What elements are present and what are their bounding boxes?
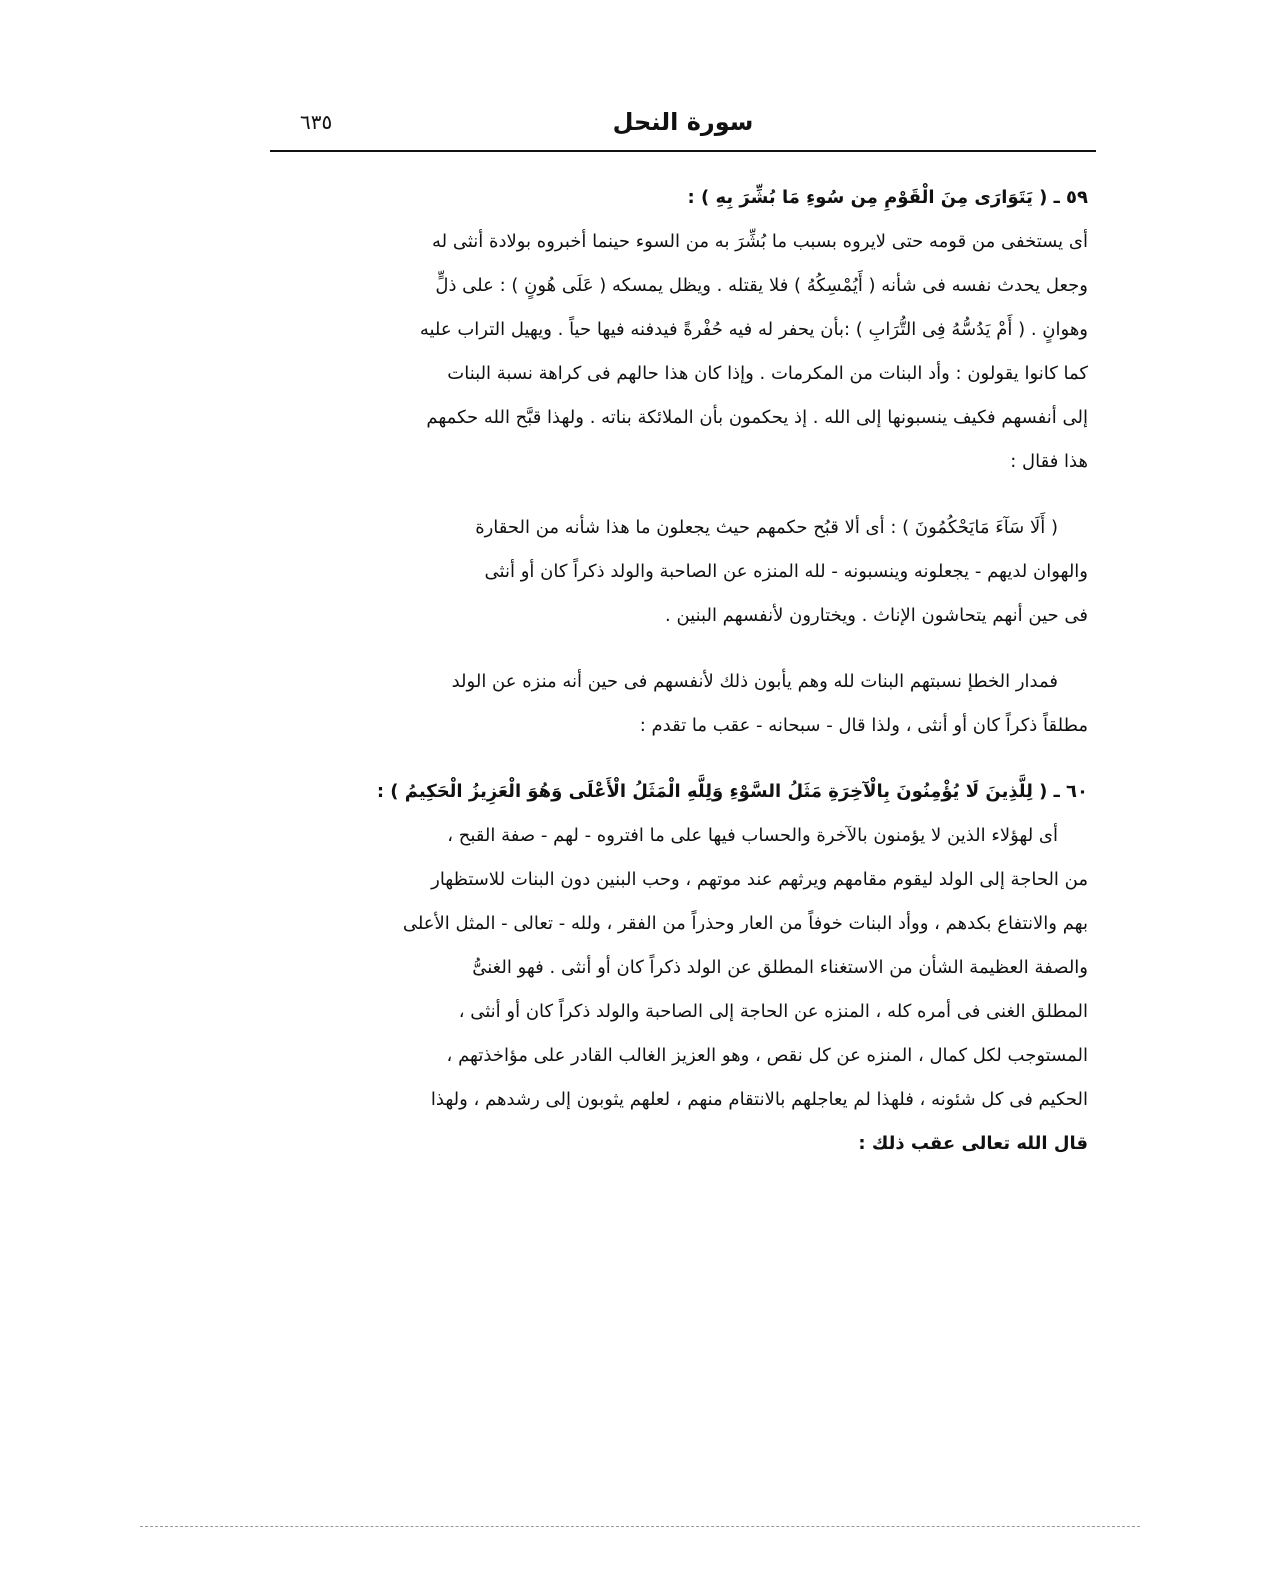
paragraph-gap [282,484,1088,506]
text-line: والصفة العظيمة الشأن من الاستغناء المطلق عن الولد ذكراً كان أو أنثى . فهو الغنىُّ [472,957,1088,978]
text-line: والهوان لديهم - يجعلونه وينسبونه - لله المنزه عن الصاحبة والولد ذكراً كان أو أنثى [484,561,1088,582]
header-divider [270,150,1096,152]
surah-title: سورة النحل [612,108,754,136]
paragraph-gap [282,748,1088,770]
text-line: ( أَلَا سَآءَ مَايَحْكُمُونَ ) : أى ألا قبُح حكمهم حيث يجعلون ما هذا شأنه من الحقارة [475,517,1058,538]
text-line: بهم والانتفاع بكدهم ، ووأد البنات خوفاً من العار وحذراً من الفقر ، ولله - تعالى - المثل الأعلى [402,913,1088,934]
text-line: هذا فقال : [1010,451,1088,472]
text-line: من الحاجة إلى الولد ليقوم مقامهم ويرثهم عند موتهم ، وحب البنين دون البنات للاستظهار [431,869,1088,890]
text-line: إلى أنفسهم فكيف ينسبونها إلى الله . إذ يحكمون بأن الملائكة بناته . ولهذا قبَّح الله حكمهم [426,407,1088,428]
text-line: قال الله تعالى عقب ذلك : [858,1133,1088,1154]
text-line: أى لهؤلاء الذين لا يؤمنون بالآخرة والحساب فيها على ما افتروه - لهم - صفة القبح ، [447,825,1058,846]
verse-heading-60: ٦٠ ـ ( لِلَّذِينَ لَا يُؤْمِنُونَ بِالْآخِرَةِ مَثَلُ السَّوْءِ وَلِلَّهِ الْمَثَلُ الْأَعْلَى وَهُوَ الْعَزِيزُ الْحَكِيمُ ) : [376,781,1088,802]
text-line: المستوجب لكل كمال ، المنزه عن كل نقص ، وهو العزيز الغالب القادر على مؤاخذتهم ، [446,1045,1088,1066]
page-number: ٦٣٥ [300,110,333,134]
text-line: وهوانٍ . ( أَمْ يَدُسُّهُ فِى التُّرَابِ ) :بأن يحفر له فيه حُفْرةً فيدفنه فيها حياً . ويهيل التراب عليه [419,319,1088,340]
paragraph-gap [282,638,1088,660]
text-line: فمدار الخطإ نسبتهم البنات لله وهم يأبون ذلك لأنفسهم فى حين أنه منزه عن الولد [451,671,1058,692]
text-line: أى يستخفى من قومه حتى لايروه بسبب ما بُشِّرَ به من السوء حينما أخبروه بولادة أنثى له [432,231,1088,252]
commentary-text [282,176,1088,1166]
text-line: فى حين أنهم يتحاشون الإناث . ويختارون لأنفسهم البنين . [665,605,1088,626]
text-line: المطلق الغنى فى أمره كله ، المنزه عن الحاجة إلى الصاحبة والولد ذكراً كان أو أنثى ، [458,1001,1088,1022]
text-line: وجعل يحدث نفسه فى شأنه ( أَيُمْسِكُهُ ) فلا يقتله . ويظل يمسكه ( عَلَى هُونٍ ) : على ذلٍّ [435,275,1088,296]
verse-heading-59: ٥٩ ـ ( يَتَوَارَى مِنَ الْقَوْمِ مِن سُوءِ مَا بُشِّرَ بِهِ ) : [687,187,1088,208]
text-line: كما كانوا يقولون : وأد البنات من المكرمات . وإذا كان هذا حالهم فى كراهة نسبة البنات [447,363,1088,384]
page-header [270,108,1096,152]
text-line: مطلقاً ذكراً كان أو أنثى ، ولذا قال - سبحانه - عقب ما تقدم : [639,715,1088,736]
text-line: الحكيم فى كل شئونه ، فلهذا لم يعاجلهم بالانتقام منهم ، لعلهم يثوبون إلى رشدهم ، ولهذا [430,1089,1088,1110]
footer-divider [140,1526,1140,1527]
